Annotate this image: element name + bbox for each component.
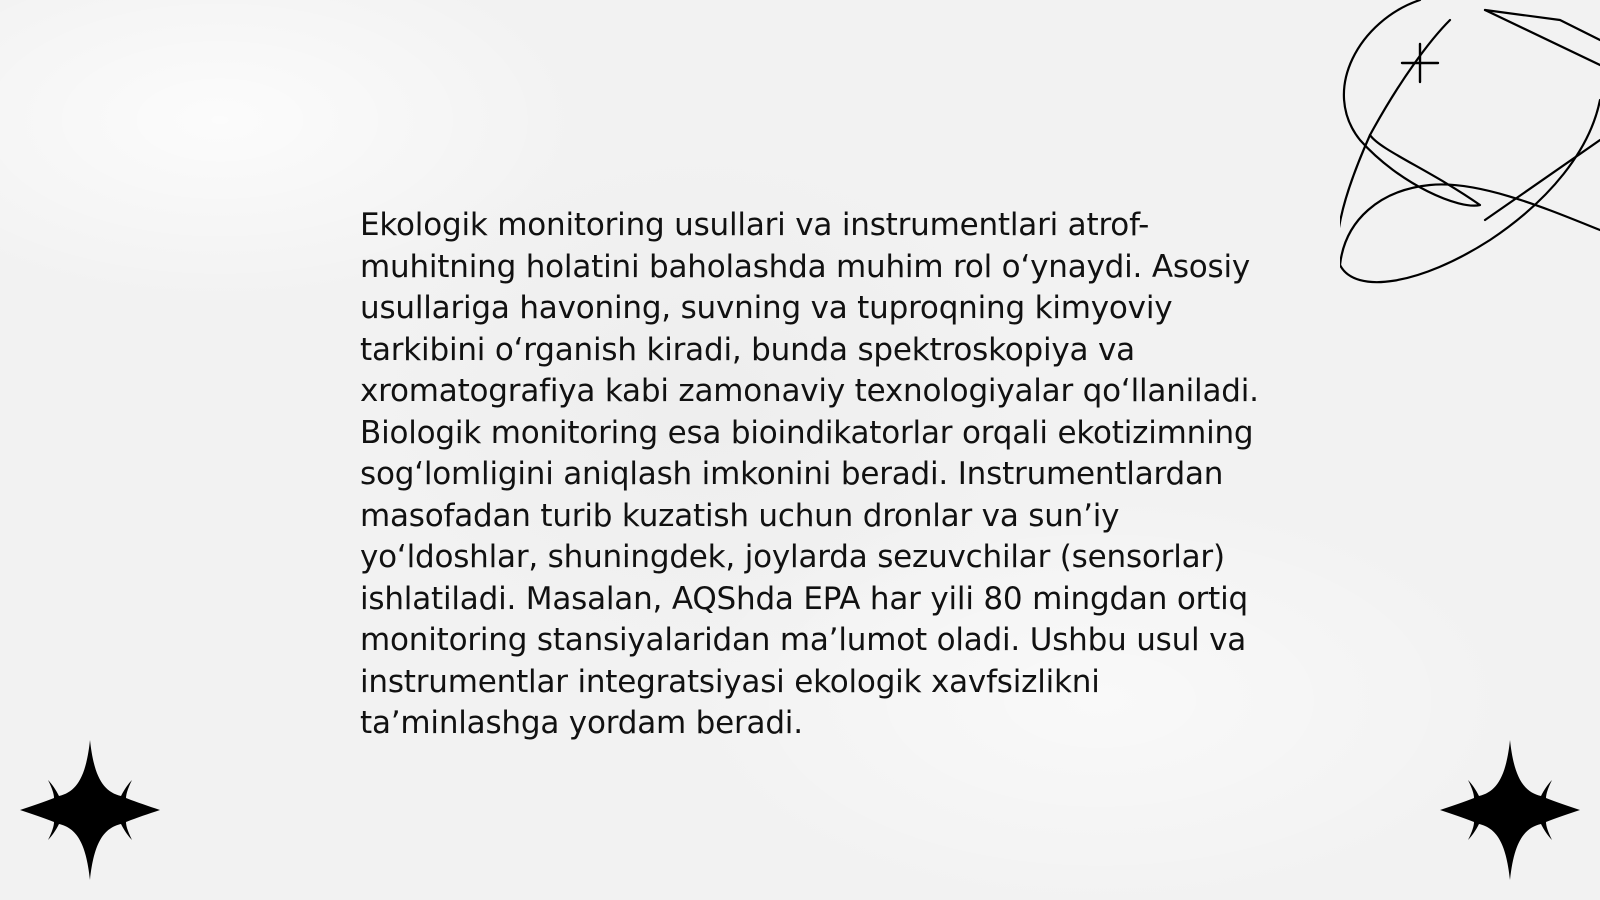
- orbit-lines-icon: [1340, 0, 1600, 300]
- cross-sparkle-icon: [1402, 44, 1438, 82]
- slide-body-text: Ekologik monitoring usullari va instrumentlari atrof-muhitning holatini baholashda muhim rol o‘ynaydi. Asosiy usullariga havoning, suvning va tuproqning kimyoviy tarkibini o‘rganish kiradi, bunda spektroskopiya va xromatografiya kabi zamonaviy texnologiyalar qo‘llaniladi. Biologik monitoring esa bioindikatorlar orqali ekotizimning sog‘lomligini aniqlash imkonini beradi. Instrumentlardan masofadan turib kuzatish uchun dronlar va sun’iy yo‘ldoshlar, shuningdek, joylarda sezuvchilar (sensorlar) ishlatiladi. Masalan, AQShda EPA har yili 80 mingdan ortiq monitoring stansiyalaridan ma’lumot oladi. Ushbu usul va instrumentlar integratsiyasi ekologik xavfsizlikni ta’minlashga yordam beradi.: [360, 207, 1259, 741]
- four-point-star-icon: [20, 740, 160, 880]
- four-point-star-icon: [1440, 740, 1580, 880]
